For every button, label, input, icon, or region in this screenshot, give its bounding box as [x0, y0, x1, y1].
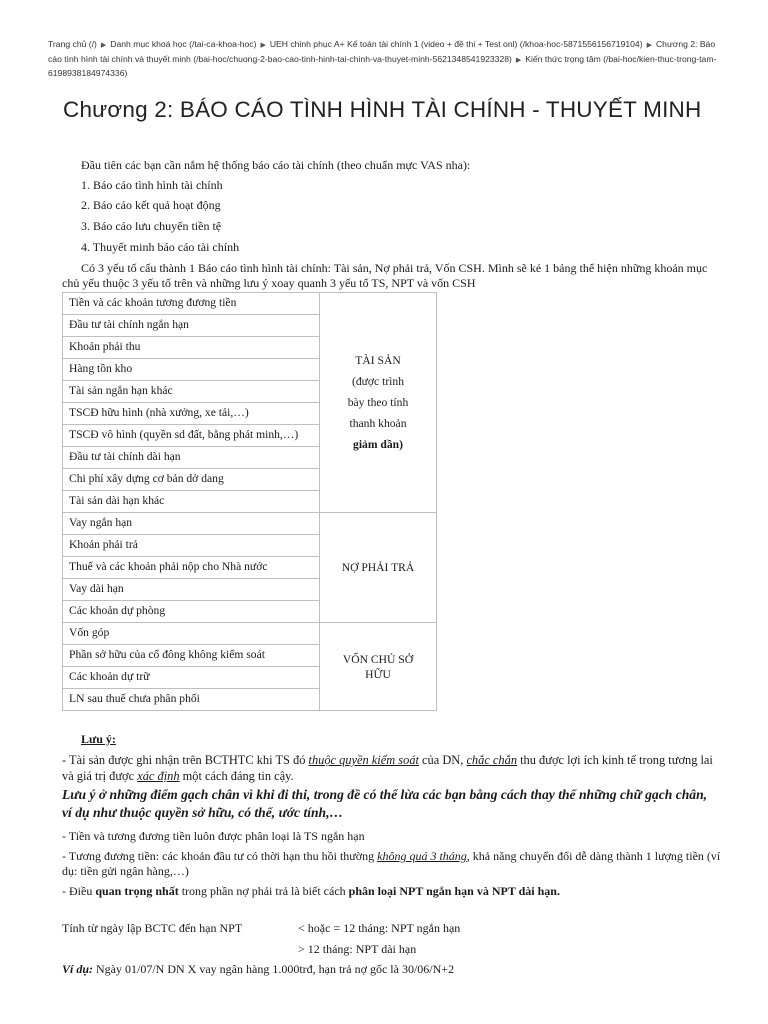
assets-label-line: (được trình: [351, 375, 404, 388]
assets-group-label: [320, 293, 437, 513]
asset-item: Tài sản dài hạn khác: [63, 491, 320, 513]
asset-item: Đầu tư tài chính dài hạn: [63, 447, 320, 469]
example-line: [62, 962, 454, 977]
breadcrumb-catalog-link[interactable]: Danh mục khoá học (/tai-ca-khoa-hoc): [110, 39, 257, 49]
liability-item: Vay dài hạn: [63, 579, 320, 601]
assets-label-line: bày theo tính: [347, 396, 409, 409]
asset-item: Tiền và các khoản tương đương tiền: [63, 293, 320, 315]
rule-label: Tính từ ngày lập BCTC đến hạn NPT: [62, 921, 243, 935]
equity-item: Phần sở hữu của cổ đông không kiểm soát: [63, 645, 320, 667]
asset-item: Chi phí xây dựng cơ bản dở dang: [63, 469, 320, 491]
note-text: - Tương đương tiền: các khoản đầu tư có thời hạn thu hồi thường: [62, 849, 378, 863]
note-bold: phân loại NPT ngắn hạn và NPT dài hạn.: [348, 884, 560, 898]
table-row: [63, 623, 437, 645]
note-underline: chắc chắn: [466, 753, 518, 767]
table-row: [63, 293, 437, 315]
report-item-1: 1. Báo cáo tình hình tài chính: [81, 178, 223, 192]
chevron-right-icon: ▶: [646, 42, 652, 49]
example-text: Ngày 01/07/N DN X vay ngân hàng 1.000trđ, hạn trả nợ gốc là 30/06/N+2: [93, 962, 455, 976]
liabilities-group-label: NỢ PHẢI TRẢ: [320, 513, 437, 623]
liability-item: Các khoản dự phòng: [63, 601, 320, 623]
balance-sheet-table: [62, 292, 437, 711]
chevron-right-icon: ▶: [100, 42, 107, 49]
liability-item: Khoản phải trả: [63, 535, 320, 557]
note-cash-classification: - Tiền và tương đương tiền luôn được phân loại là TS ngắn hạn: [62, 829, 365, 843]
note-liability-classification: [62, 884, 560, 899]
note-text: - Điều: [62, 884, 96, 898]
components-paragraph: Có 3 yếu tố cấu thành 1 Báo cáo tình hình tài chính: Tài sản, Nợ phải trả, Vốn CSH. Mình sẽ kẻ 1 bảng thể hiện những khoản mục chủ yếu thuộc 3 yếu tố trên và những lưu ý xoay quanh 3 yếu tố TS, NPT và vốn CSH: [62, 261, 708, 290]
note-asset-recognition: [62, 752, 722, 784]
breadcrumb-chapter-link[interactable]: Chương 2: Báo cáo tình hình tài chính và thuyết minh (/bai-hoc/chuong-2-bao-cao-tinh-hinh-tai-chinh-va-thuyet-minh-5621348541923328): [48, 39, 716, 64]
liability-item: Thuế và các khoản phải nộp cho Nhà nước: [63, 557, 320, 579]
equity-group-label: [320, 623, 437, 711]
note-underline: xác định: [137, 769, 180, 783]
liability-item: Vay ngắn hạn: [63, 513, 320, 535]
note-text: của DN,: [418, 753, 467, 767]
example-label: Ví dụ:: [62, 962, 94, 976]
page-title: Chương 2: BÁO CÁO TÌNH HÌNH TÀI CHÍNH - THUYẾT MINH: [63, 97, 702, 122]
note-text: trong phần nợ phải trả là biết cách: [178, 884, 349, 898]
equity-item: Các khoản dự trữ: [63, 667, 320, 689]
note-text: , khả năng chuyển đổi dễ dàng thành 1 lượng tiền (ví dụ: tiền gửi ngân hàng,…): [62, 849, 721, 878]
asset-item: Tài sản ngắn hạn khác: [63, 381, 320, 403]
report-item-4: 4. Thuyết minh báo cáo tài chính: [81, 240, 240, 254]
assets-label-bold: giảm dần): [353, 438, 403, 451]
breadcrumb: [48, 38, 728, 80]
chevron-right-icon: ▶: [260, 42, 266, 49]
asset-item: Đầu tư tài chính ngắn hạn: [63, 315, 320, 337]
equity-label-line: VỐN CHỦ SỞ: [342, 652, 414, 666]
rule-short-term: < hoặc = 12 tháng: NPT ngắn hạn: [298, 921, 461, 935]
assets-label-line: TÀI SẢN: [355, 354, 401, 367]
asset-item: Hàng tồn kho: [63, 359, 320, 381]
asset-item: Khoản phải thu: [63, 337, 320, 359]
note-text: một cách đáng tin cậy.: [179, 769, 294, 783]
note-cash-equivalents: [62, 849, 722, 879]
rule-long-term: > 12 tháng: NPT dài hạn: [298, 942, 417, 956]
asset-item: TSCĐ hữu hình (nhà xưởng, xe tải,…): [63, 403, 320, 425]
breadcrumb-home-link[interactable]: Trang chủ (/): [48, 39, 97, 49]
exam-warning: Lưu ý ở những điểm gạch chân vì khi đi thi, trong đề có thể lừa các bạn bằng cách thay thế những chữ gạch chân, ví dụ như thuộc quyền sở hữu, có thể, ước tính,…: [62, 787, 708, 820]
intro-text: Đầu tiên các bạn cần nắm hệ thống báo cáo tài chính (theo chuẩn mực VAS nha):: [81, 158, 471, 172]
note-bold: quan trọng nhất: [95, 884, 179, 898]
note-underline: không quá 3 tháng: [377, 849, 467, 863]
equity-item: LN sau thuế chưa phân phối: [63, 689, 320, 711]
report-item-3: 3. Báo cáo lưu chuyển tiền tệ: [81, 219, 222, 233]
equity-item: Vốn góp: [63, 623, 320, 645]
note-text: thu được lợi ích kinh tế trong tương lai và giá trị được: [62, 753, 713, 783]
notes-heading: Lưu ý:: [81, 732, 116, 746]
equity-label-line: HỮU: [365, 667, 391, 681]
table-row: [63, 513, 437, 535]
report-item-2: 2. Báo cáo kết quả hoạt động: [81, 198, 221, 212]
asset-item: TSCĐ vô hình (quyền sd đất, bằng phát minh,…): [63, 425, 320, 447]
breadcrumb-course-link[interactable]: UEH chinh phục A+ Kế toán tài chính 1 (video + đề thi + Test onl) (/khoa-hoc-5871556156719104): [269, 39, 643, 49]
breadcrumb-lesson-link[interactable]: Kiến thức trọng tâm (/bai-hoc/kien-thuc-trong-tam-6198938184974336): [48, 53, 717, 79]
assets-label-line: thanh khoản: [349, 417, 407, 430]
note-underline: thuộc quyền kiểm soát: [308, 753, 419, 767]
note-text: - Tài sản được ghi nhận trên BCTHTC khi TS đó: [62, 753, 309, 767]
chevron-right-icon: ▶: [515, 56, 522, 64]
